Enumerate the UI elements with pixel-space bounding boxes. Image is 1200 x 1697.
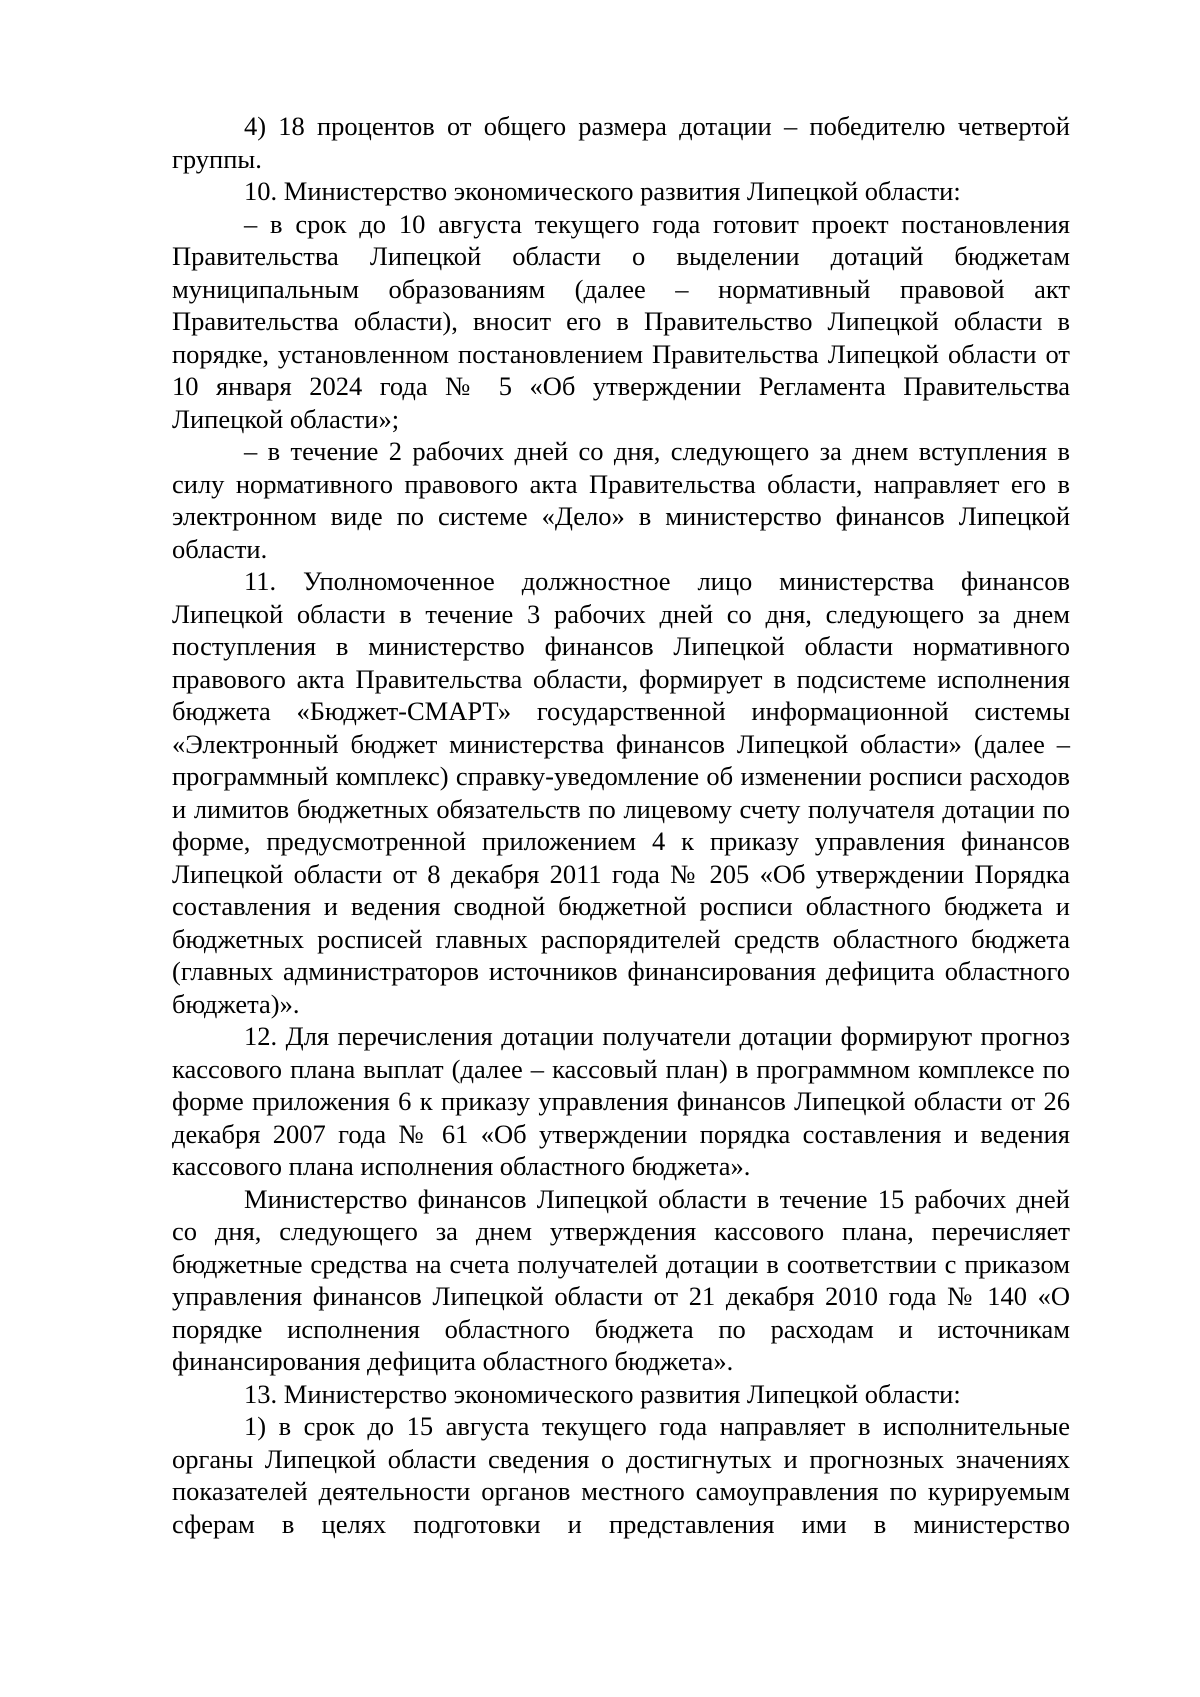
paragraph-item-4: 4) 18 процентов от общего размера дотации – победителю четвертой группы. <box>172 111 1070 174</box>
paragraph-clause-10: 10. Министерство экономического развития Липецкой области: <box>244 176 961 206</box>
paragraph-clause-13-item-1: 1) в срок до 15 августа текущего года направляет в исполнительные органы Липецкой области сведения о достигнутых и прогнозных значениях показателей деятельности органов местного самоуправления по курируемым сферам в целях подготовки и представления ими в министерство <box>172 1411 1070 1539</box>
document-body <box>172 110 1070 1540</box>
paragraph-clause-13: 13. Министерство экономического развития Липецкой области: <box>244 1378 961 1409</box>
paragraph-clause-12: 12. Для перечисления дотации получатели дотации формируют прогноз кассового плана выплат (далее – кассовый план) в программном комплексе по форме приложения 6 к приказу управления финансов Липецкой области от 26 декабря 2007 года № 61 «Об утверждении порядка составления и ведения кассового плана исполнения областного бюджета». <box>172 1021 1070 1181</box>
paragraph-clause-10-deadline: – в срок до 10 августа текущего года готовит проект постановления Правительства Липецкой области о выделении дотаций бюджетам муниципальным образованиям (далее – нормативный правовой акт Правительства области), вносит его в Правительство Липецкой области в порядке, установленном постановлением Правительства Липецкой области от 10 января 2024 года № 5 «Об утверждении Регламента Правительства Липецкой области»; <box>172 208 1070 434</box>
paragraph-clause-12-transfer: Министерство финансов Липецкой области в течение 15 рабочих дней со дня, следующего за днем утверждения кассового плана, перечисляет бюджетные средства на счета получателей дотации в соответствии с приказом управления финансов Липецкой области от 21 декабря 2010 года № 140 «О порядке исполнения областного бюджета по расходам и источникам финансирования дефицита областного бюджета». <box>172 1183 1070 1376</box>
paragraph-clause-10-sending: – в течение 2 рабочих дней со дня, следующего за днем вступления в силу нормативного правового акта Правительства области, направляет его в электронном виде по системе «Дело» в министерство финансов Липецкой области. <box>172 436 1070 564</box>
paragraph-clause-11: 11. Уполномоченное должностное лицо министерства финансов Липецкой области в течение 3 рабочих дней со дня, следующего за днем поступления в министерство финансов Липецкой области нормативного правового акта Правительства области, формирует в подсистеме исполнения бюджета «Бюджет-СМАРТ» государственной информационной системы «Электронный бюджет министерства финансов Липецкой области» (далее – программный комплекс) справку-уведомление об изменении росписи расходов и лимитов бюджетных обязательств по лицевому счету получателя дотации по форме, предусмотренной приложением 4 к приказу управления финансов Липецкой области от 8 декабря 2011 года № 205 «Об утверждении Порядка составления и ведения сводной бюджетной росписи областного бюджета и бюджетных росписей главных распорядителей средств областного бюджета (главных администраторов источников финансирования дефицита областного бюджета)». <box>172 566 1070 1019</box>
